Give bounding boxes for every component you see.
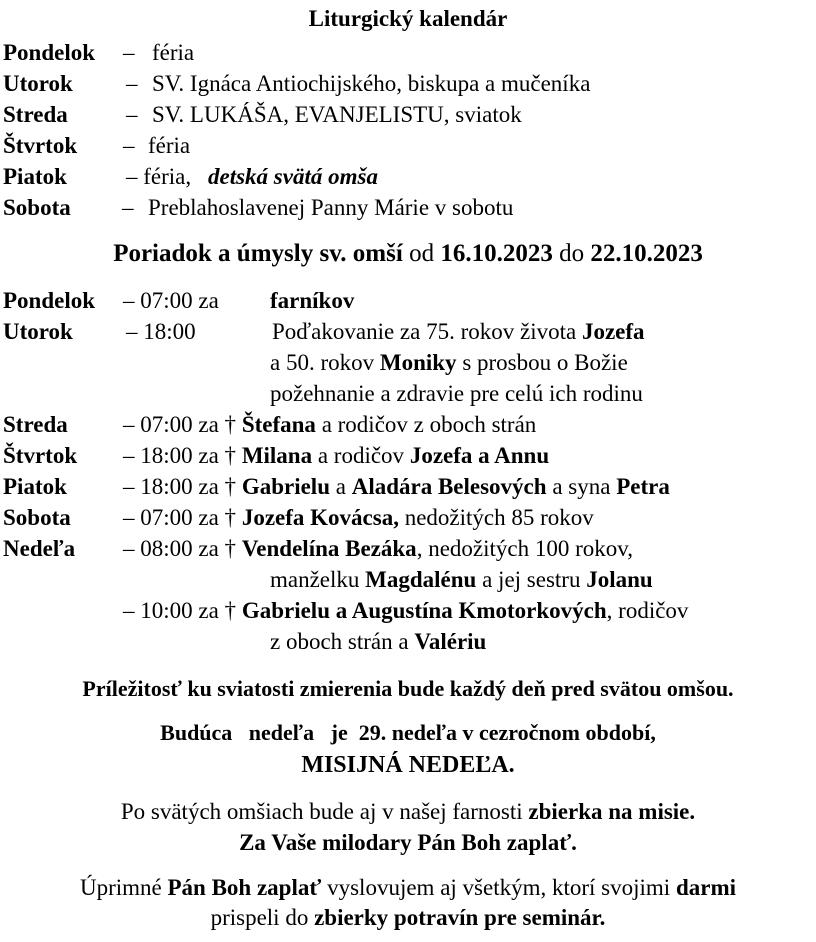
mass-intention: a 50. rokov Moniky s prosbou o Božie	[270, 350, 628, 375]
mission-sunday: MISIJNÁ NEDEĽA.	[301, 752, 515, 778]
calendar-title: Liturgický kalendár	[308, 6, 508, 31]
calendar-text: Preblahoslavenej Panny Márie v sobotu	[148, 195, 514, 220]
mass-intention: – 18:00 za † Milana a rodičov Jozefa a Annu	[123, 443, 550, 468]
mass-intention: – 07:00 za † Štefana a rodičov z oboch strán	[123, 412, 537, 437]
mass-intention: farníkov	[270, 288, 355, 313]
thanks-notice: Za Vaše milodary Pán Boh zaplať.	[239, 830, 577, 855]
calendar-day: Štvrtok	[3, 133, 78, 158]
calendar-day: Utorok	[3, 71, 73, 96]
final-thanks: prispeli do zbierky potravín pre seminár.	[210, 905, 606, 930]
mass-intention: – 10:00 za † Gabrielu a Augustína Kmotorkových, rodičov	[123, 598, 689, 623]
calendar-dash: –	[126, 102, 138, 127]
collection-notice: Po svätých omšiach bude aj v našej farnosti zbierka na misie.	[120, 799, 696, 824]
final-thanks: Úprimné Pán Boh zaplať vyslovujem aj všetkým, ktorí svojimi darmi	[79, 875, 736, 900]
mass-time: – 18:00	[126, 319, 196, 344]
mass-time: – 07:00 za	[123, 288, 219, 313]
mass-intention: – 18:00 za † Gabrielu a Aladára Belesových a syna Petra	[123, 474, 670, 499]
calendar-text: detská svätá omša	[208, 164, 378, 189]
mass-day: Piatok	[3, 474, 67, 499]
calendar-day: Piatok	[3, 164, 67, 189]
calendar-text: féria	[148, 133, 191, 158]
mass-intention: – 07:00 za † Jozefa Kovácsa, nedožitých 85 rokov	[123, 505, 594, 530]
calendar-text: féria	[152, 40, 195, 65]
calendar-day: Sobota	[3, 195, 71, 220]
calendar-day: Pondelok	[3, 40, 96, 65]
calendar-dash: –	[123, 133, 135, 158]
calendar-dash: – féria,	[126, 164, 192, 189]
mass-intention: z oboch strán a Valériu	[270, 629, 487, 654]
mass-day: Streda	[3, 412, 68, 437]
mass-intention: manželku Magdalénu a jej sestru Jolanu	[270, 567, 653, 592]
confession-notice: Príležitosť ku sviatosti zmierenia bude každý deň pred svätou omšou.	[82, 676, 734, 701]
next-sunday-notice: Budúca nedeľa je 29. nedeľa v cezročnom období,	[160, 720, 656, 745]
calendar-text: SV. LUKÁŠA, EVANJELISTU, sviatok	[152, 102, 522, 127]
mass-intention: požehnanie a zdravie pre celú ich rodinu	[270, 381, 643, 406]
mass-heading: Poriadok a úmysly sv. omší od 16.10.2023 do 22.10.2023	[113, 240, 703, 267]
mass-intention: – 08:00 za † Vendelína Bezáka, nedožitých 100 rokov,	[123, 536, 634, 561]
mass-intention: Poďakovanie za 75. rokov života Jozefa	[272, 319, 645, 344]
mass-day: Utorok	[3, 319, 73, 344]
calendar-dash: –	[122, 195, 134, 220]
calendar-dash: –	[123, 40, 135, 65]
calendar-text: SV. Ignáca Antiochijského, biskupa a mučeníka	[152, 71, 591, 96]
mass-day: Sobota	[3, 505, 71, 530]
mass-day: Štvrtok	[3, 443, 78, 468]
mass-day: Nedeľa	[3, 536, 76, 561]
calendar-dash: –	[126, 71, 138, 96]
calendar-day: Streda	[3, 102, 68, 127]
mass-day: Pondelok	[3, 288, 96, 313]
